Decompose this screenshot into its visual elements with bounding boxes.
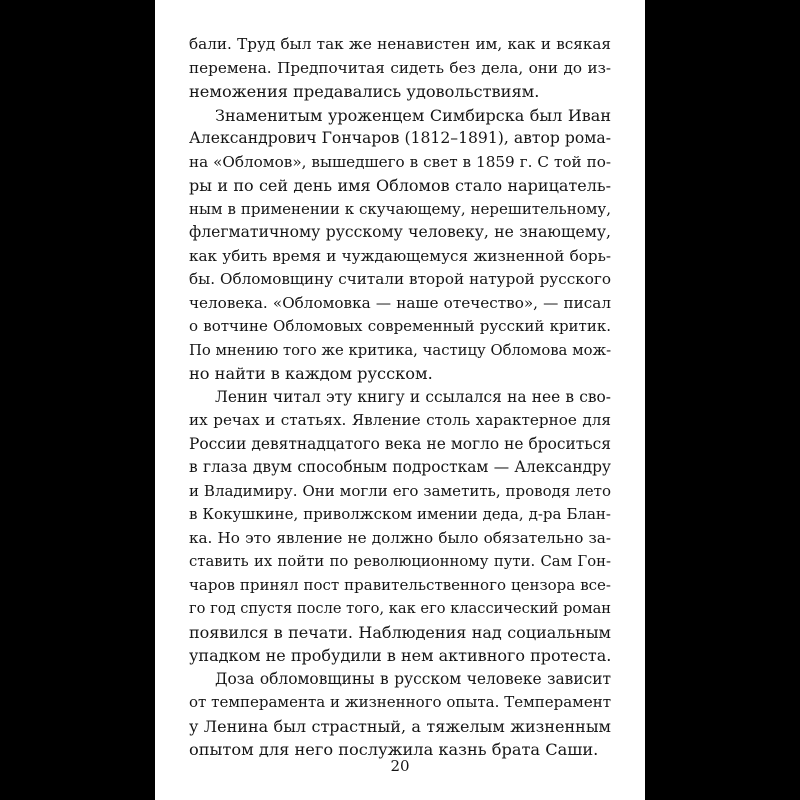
right-dark-margin bbox=[645, 0, 800, 800]
page-number: 20 bbox=[390, 757, 410, 775]
text-body bbox=[189, 33, 611, 762]
text-line: ставить их пойти по революционному пути. Сам Гон- bbox=[189, 553, 611, 570]
text-line: на «Обломов», вышедшего в свет в 1859 г. С той по- bbox=[189, 152, 611, 171]
paragraph bbox=[189, 668, 611, 762]
text-line: Знаменитым уроженцем Симбирска был Иван bbox=[215, 105, 611, 125]
text-line: Доза обломовщины в русском человеке зависит bbox=[215, 669, 611, 688]
text-line: появился в печати. Наблюдения над социальным bbox=[189, 622, 611, 642]
left-dark-margin bbox=[0, 0, 155, 800]
text-line: бали. Труд был так же ненавистен им, как и всякая bbox=[189, 35, 611, 53]
text-line: у Ленина был страстный, а тяжелым жизненным bbox=[189, 716, 611, 736]
text-line: Александрович Гончаров (1812–1891), автор рома- bbox=[189, 129, 611, 147]
text-line: ным в применении к скучающему, нерешительному, bbox=[189, 199, 611, 218]
text-line: перемена. Предпочитая сидеть без дела, они до из- bbox=[189, 58, 611, 77]
text-line: бы. Обломовщину считали второй натурой русского bbox=[189, 270, 611, 288]
text-line: неможения предавались удовольствиям. bbox=[189, 82, 540, 101]
text-line: о вотчине Обломовых современный русский критик. bbox=[189, 317, 611, 335]
text-line: в Кокушкине, приволжском имении деда, д-ра Блан- bbox=[189, 505, 611, 523]
text-line: но найти в каждом русском. bbox=[189, 364, 433, 383]
paragraph bbox=[189, 386, 611, 668]
text-line: в глаза двум способным подросткам — Александру bbox=[189, 458, 611, 476]
paragraph bbox=[189, 33, 611, 104]
text-line: как убить время и чуждающемуся жизненной борь- bbox=[189, 246, 611, 265]
text-line: чаров принял пост правительственного цензора все- bbox=[189, 575, 611, 594]
text-line: го год спустя после того, как его классический роман bbox=[189, 600, 611, 617]
text-line: России девятнадцатого века не могло не броситься bbox=[189, 434, 611, 453]
text-line: Ленин читал эту книгу и ссылался на нее в сво- bbox=[215, 387, 611, 406]
text-line: опытом для него послужила казнь брата Саши. bbox=[189, 740, 599, 759]
text-line: их речах и статьях. Явление столь характерное для bbox=[189, 411, 611, 429]
text-line: ры и по сей день имя Обломов стало нарицатель- bbox=[189, 176, 611, 195]
text-line: человека. «Обломовка — наше отечество», — писал bbox=[189, 293, 611, 312]
book-page bbox=[155, 0, 645, 800]
text-line: и Владимиру. Они могли его заметить, проводя лето bbox=[189, 481, 611, 500]
text-line: от темперамента и жизненного опыта. Темперамент bbox=[189, 693, 611, 711]
text-line: упадком не пробудили в нем активного протеста. bbox=[189, 646, 611, 665]
text-line: флегматичному русскому человеку, не знающему, bbox=[189, 223, 611, 241]
text-line: ка. Но это явление не должно было обязательно за- bbox=[189, 528, 611, 547]
paragraph bbox=[189, 104, 611, 386]
text-line: По мнению того же критика, частицу Обломова мож- bbox=[189, 341, 611, 359]
